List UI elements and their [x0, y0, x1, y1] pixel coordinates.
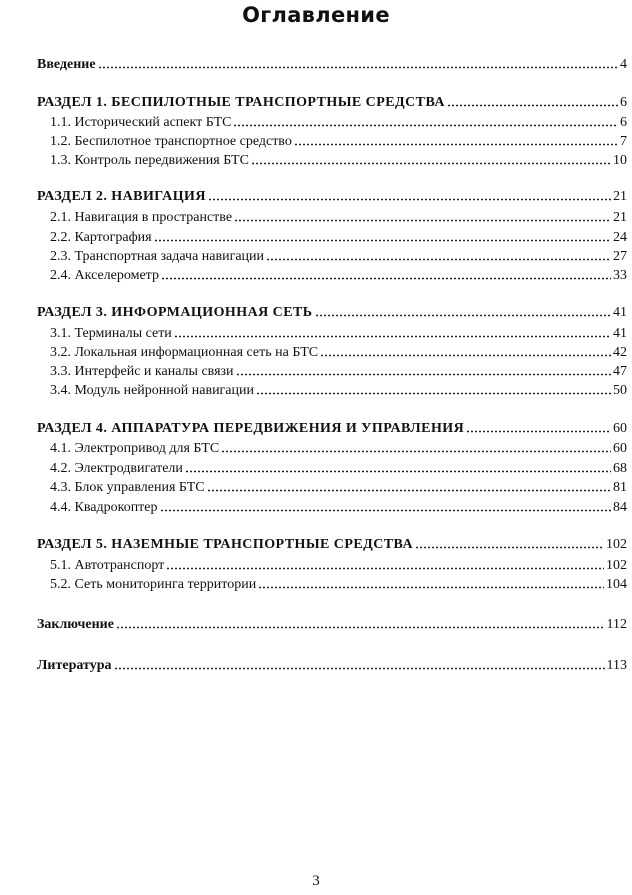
dot-leader: [447, 104, 618, 107]
dot-leader: [116, 626, 605, 629]
toc-subsection-2-3[interactable]: [50, 249, 627, 265]
toc-entry-conclusion[interactable]: [37, 617, 627, 633]
toc-subsection-page: 104: [606, 577, 627, 592]
toc-subsection-label: 2.3. Транспортная задача навигации: [50, 249, 265, 264]
dot-leader: [234, 219, 611, 222]
toc-subsection-page: 7: [620, 134, 627, 149]
toc-subsection-2-2[interactable]: [50, 230, 627, 246]
dot-leader: [258, 586, 604, 589]
toc-subsection-4-2[interactable]: [50, 461, 627, 477]
toc-subsection-page: 42: [613, 345, 627, 360]
toc-section-label: РАЗДЕЛ 1. БЕСПИЛОТНЫЕ ТРАНСПОРТНЫЕ СРЕДСТВА: [37, 95, 445, 110]
dot-leader: [98, 66, 618, 69]
dot-leader: [221, 450, 611, 453]
toc-subsection-label: 2.4. Акселерометр: [50, 268, 159, 283]
toc-subsection-page: 50: [613, 383, 627, 398]
toc-section-label: РАЗДЕЛ 5. НАЗЕМНЫЕ ТРАНСПОРТНЫЕ СРЕДСТВА: [37, 537, 414, 552]
toc-subsection-page: 102: [606, 558, 627, 573]
toc-subsection-3-2[interactable]: [50, 345, 627, 361]
toc-subsection-label: 3.1. Терминалы сети: [50, 326, 172, 341]
toc-entry-label: Литература: [37, 658, 112, 673]
dot-leader: [256, 392, 611, 395]
toc-subsection-3-4[interactable]: [50, 383, 627, 399]
toc-section-label: РАЗДЕЛ 2. НАВИГАЦИЯ: [37, 189, 206, 204]
toc-subsection-label: 2.1. Навигация в пространстве: [50, 210, 233, 225]
dot-leader: [266, 258, 611, 261]
dot-leader: [320, 354, 611, 357]
toc-subsection-label: 5.1. Автотранспорт: [50, 558, 165, 573]
toc-subsection-label: 3.3. Интерфейс и каналы связи: [50, 364, 234, 379]
toc-section-3[interactable]: [37, 305, 627, 321]
dot-leader: [208, 198, 611, 201]
dot-leader: [161, 277, 611, 280]
dot-leader: [160, 509, 611, 512]
toc-subsection-1-3[interactable]: [50, 153, 627, 169]
dot-leader: [415, 546, 604, 549]
dot-leader: [466, 430, 611, 433]
toc-subsection-1-2[interactable]: [50, 134, 627, 150]
toc-subsection-5-2[interactable]: [50, 577, 627, 593]
toc-subsection-3-1[interactable]: [50, 326, 627, 342]
toc-subsection-page: 6: [620, 115, 627, 130]
toc-subsection-label: 3.2. Локальная информационная сеть на БТС: [50, 345, 319, 360]
toc-section-4[interactable]: [37, 421, 627, 437]
toc-subsection-label: 5.2. Сеть мониторинга территории: [50, 577, 257, 592]
toc-subsection-page: 60: [613, 441, 627, 456]
toc-subsection-2-1[interactable]: [50, 210, 627, 226]
dot-leader: [251, 162, 611, 165]
toc-subsection-page: 27: [613, 249, 627, 264]
toc-subsection-label: 4.3. Блок управления БТС: [50, 480, 205, 495]
toc-section-page: 21: [613, 189, 627, 204]
toc-subsection-5-1[interactable]: [50, 558, 627, 574]
toc-subsection-page: 24: [613, 230, 627, 245]
toc-subsection-page: 21: [613, 210, 627, 225]
toc-subsection-page: 41: [613, 326, 627, 341]
dot-leader: [154, 239, 611, 242]
toc-subsection-4-1[interactable]: [50, 441, 627, 457]
toc-subsection-label: 2.2. Картография: [50, 230, 152, 245]
toc-subsection-label: 1.2. Беспилотное транспортное средство: [50, 134, 292, 149]
page-number: 3: [312, 873, 320, 889]
toc-section-page: 60: [613, 421, 627, 436]
toc-subsection-2-4[interactable]: [50, 268, 627, 284]
toc-section-5[interactable]: [37, 537, 627, 553]
toc-entry-references[interactable]: [37, 658, 627, 674]
dot-leader: [114, 667, 605, 670]
toc-subsection-1-1[interactable]: [50, 115, 627, 131]
toc-subsection-label: 1.3. Контроль передвижения БТС: [50, 153, 249, 168]
toc-entry-introduction[interactable]: [37, 57, 627, 73]
toc-section-2[interactable]: [37, 189, 627, 205]
toc-subsection-label: 4.1. Электропривод для БТС: [50, 441, 220, 456]
toc-section-label: РАЗДЕЛ 4. АППАРАТУРА ПЕРЕДВИЖЕНИЯ И УПРАВЛЕНИЯ: [37, 421, 465, 436]
dot-leader: [207, 489, 611, 492]
toc-subsection-4-4[interactable]: [50, 500, 627, 516]
dot-leader: [236, 373, 611, 376]
toc-entry-label: Введение: [37, 57, 96, 72]
toc-subsection-4-3[interactable]: [50, 480, 627, 496]
toc-subsection-page: 68: [613, 461, 627, 476]
toc-entry-page: 4: [620, 57, 627, 72]
toc-section-page: 6: [620, 95, 627, 110]
toc-section-page: 102: [606, 537, 627, 552]
toc-subsection-label: 4.4. Квадрокоптер: [50, 500, 158, 515]
toc-subsection-page: 33: [613, 268, 627, 283]
toc-subsection-page: 10: [613, 153, 627, 168]
toc-subsection-label: 4.2. Электродвигатели: [50, 461, 183, 476]
toc-entry-page: 113: [606, 658, 627, 673]
toc-subsection-page: 47: [613, 364, 627, 379]
toc-section-1[interactable]: [37, 95, 627, 111]
dot-leader: [233, 124, 618, 127]
dot-leader: [174, 335, 611, 338]
dot-leader: [166, 567, 604, 570]
toc-subsection-label: 3.4. Модуль нейронной навигации: [50, 383, 254, 398]
toc-subsection-3-3[interactable]: [50, 364, 627, 380]
toc-section-label: РАЗДЕЛ 3. ИНФОРМАЦИОННАЯ СЕТЬ: [37, 305, 313, 320]
toc-subsection-label: 1.1. Исторический аспект БТС: [50, 115, 232, 130]
toc-entry-label: Заключение: [37, 617, 114, 632]
page-title: Оглавление: [242, 3, 390, 27]
toc-subsection-page: 84: [613, 500, 627, 515]
toc-section-page: 41: [613, 305, 627, 320]
dot-leader: [185, 470, 611, 473]
toc-entry-page: 112: [606, 617, 627, 632]
dot-leader: [315, 314, 611, 317]
dot-leader: [294, 143, 618, 146]
toc-subsection-page: 81: [613, 480, 627, 495]
